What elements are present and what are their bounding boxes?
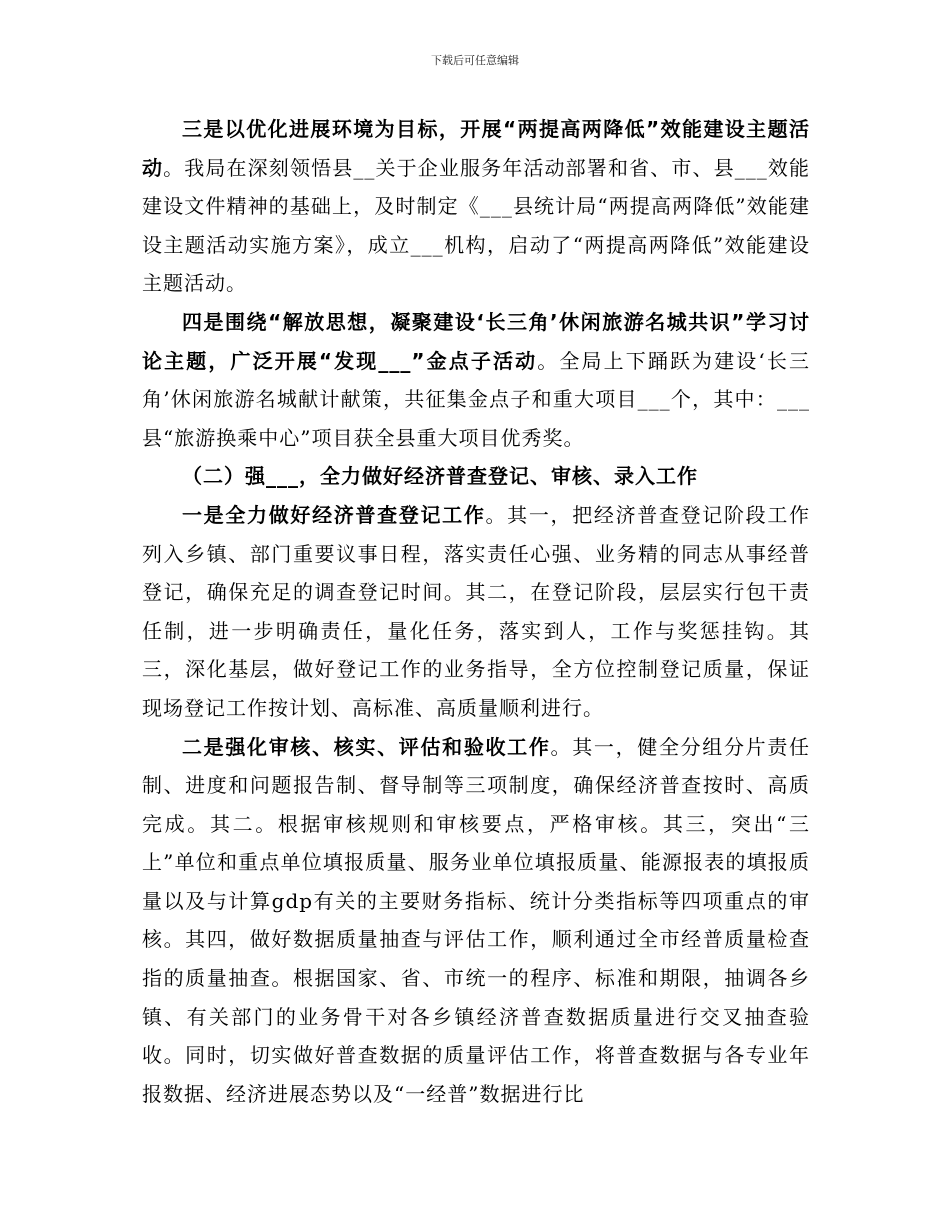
paragraph	[142, 110, 810, 303]
paragraph	[142, 496, 810, 728]
paragraph-lead: 四是围绕“解放思想，凝聚建设‘长三角’休闲旅游名城共识”学习讨论主题，广泛开展“发现___”金点子活动	[142, 309, 810, 373]
paragraph	[142, 303, 810, 457]
section-heading: （二）强___，全力做好经济普查登记、审核、录入工作	[182, 464, 698, 489]
paragraph	[142, 728, 810, 1114]
document-body	[142, 110, 810, 1113]
page-header: 下载后可任意编辑	[431, 54, 519, 67]
paragraph-text: 。其一，把经济普查登记阶段工作列入乡镇、部门重要议事日程，落实责任心强、业务精的同志从事经普登记，确保充足的调查登记时间。其二，在登记阶段，层层实行包干责任制，进一步明确责任，量化任务，落实到人，工作与奖惩挂钩。其三，深化基层，做好登记工作的业务指导，全方位控制登记质量，保证现场登记工作按计划、高标准、高质量顺利进行。	[142, 502, 810, 720]
paragraph-text: 。我局在深刻领悟县__关于企业服务年活动部署和省、市、县___效能建设文件精神的基础上，及时制定《___县统计局“两提高两降低”效能建设主题活动实施方案》，成立___机构，启动了“两提高两降低”效能建设主题活动。	[142, 155, 811, 296]
paragraph-lead: 二是强化审核、核实、评估和验收工作	[182, 734, 551, 759]
paragraph-lead: 一是全力做好经济普查登记工作	[182, 502, 486, 527]
paragraph-lead: 三是以优化进展环境为目标，开展“两提高两降低”效能建设主题活动	[142, 117, 810, 180]
paragraph-text: 。全局上下踊跃为建设‘长三角’休闲旅游名城献计献策，共征集金点子和重大项目___个，其中：___县“旅游换乘中心”项目获全县重大项目优秀奖。	[142, 348, 810, 450]
paragraph-text: 。其一，健全分组分片责任制、进度和问题报告制、督导制等三项制度，确保经济普查按时、高质完成。其二。根据审核规则和审核要点，严格审核。其三，突出“三上”单位和重点单位填报质量、服务业单位填报质量、能源报表的填报质量以及与计算gdp有关的主要财务指标、统计分类指标等四项重点的审核。其四，做好数据质量抽查与评估工作，顺利通过全市经普质量检查指的质量抽查。根据国家、省、市统一的程序、标准和期限，抽调各乡镇、有关部门的业务骨干对各乡镇经济普查数据质量进行交叉抽查验收。同时，切实做好普查数据的质量评估工作，将普查数据与各专业年报数据、经济进展态势以及“一经普”数据进行比	[142, 734, 811, 1106]
